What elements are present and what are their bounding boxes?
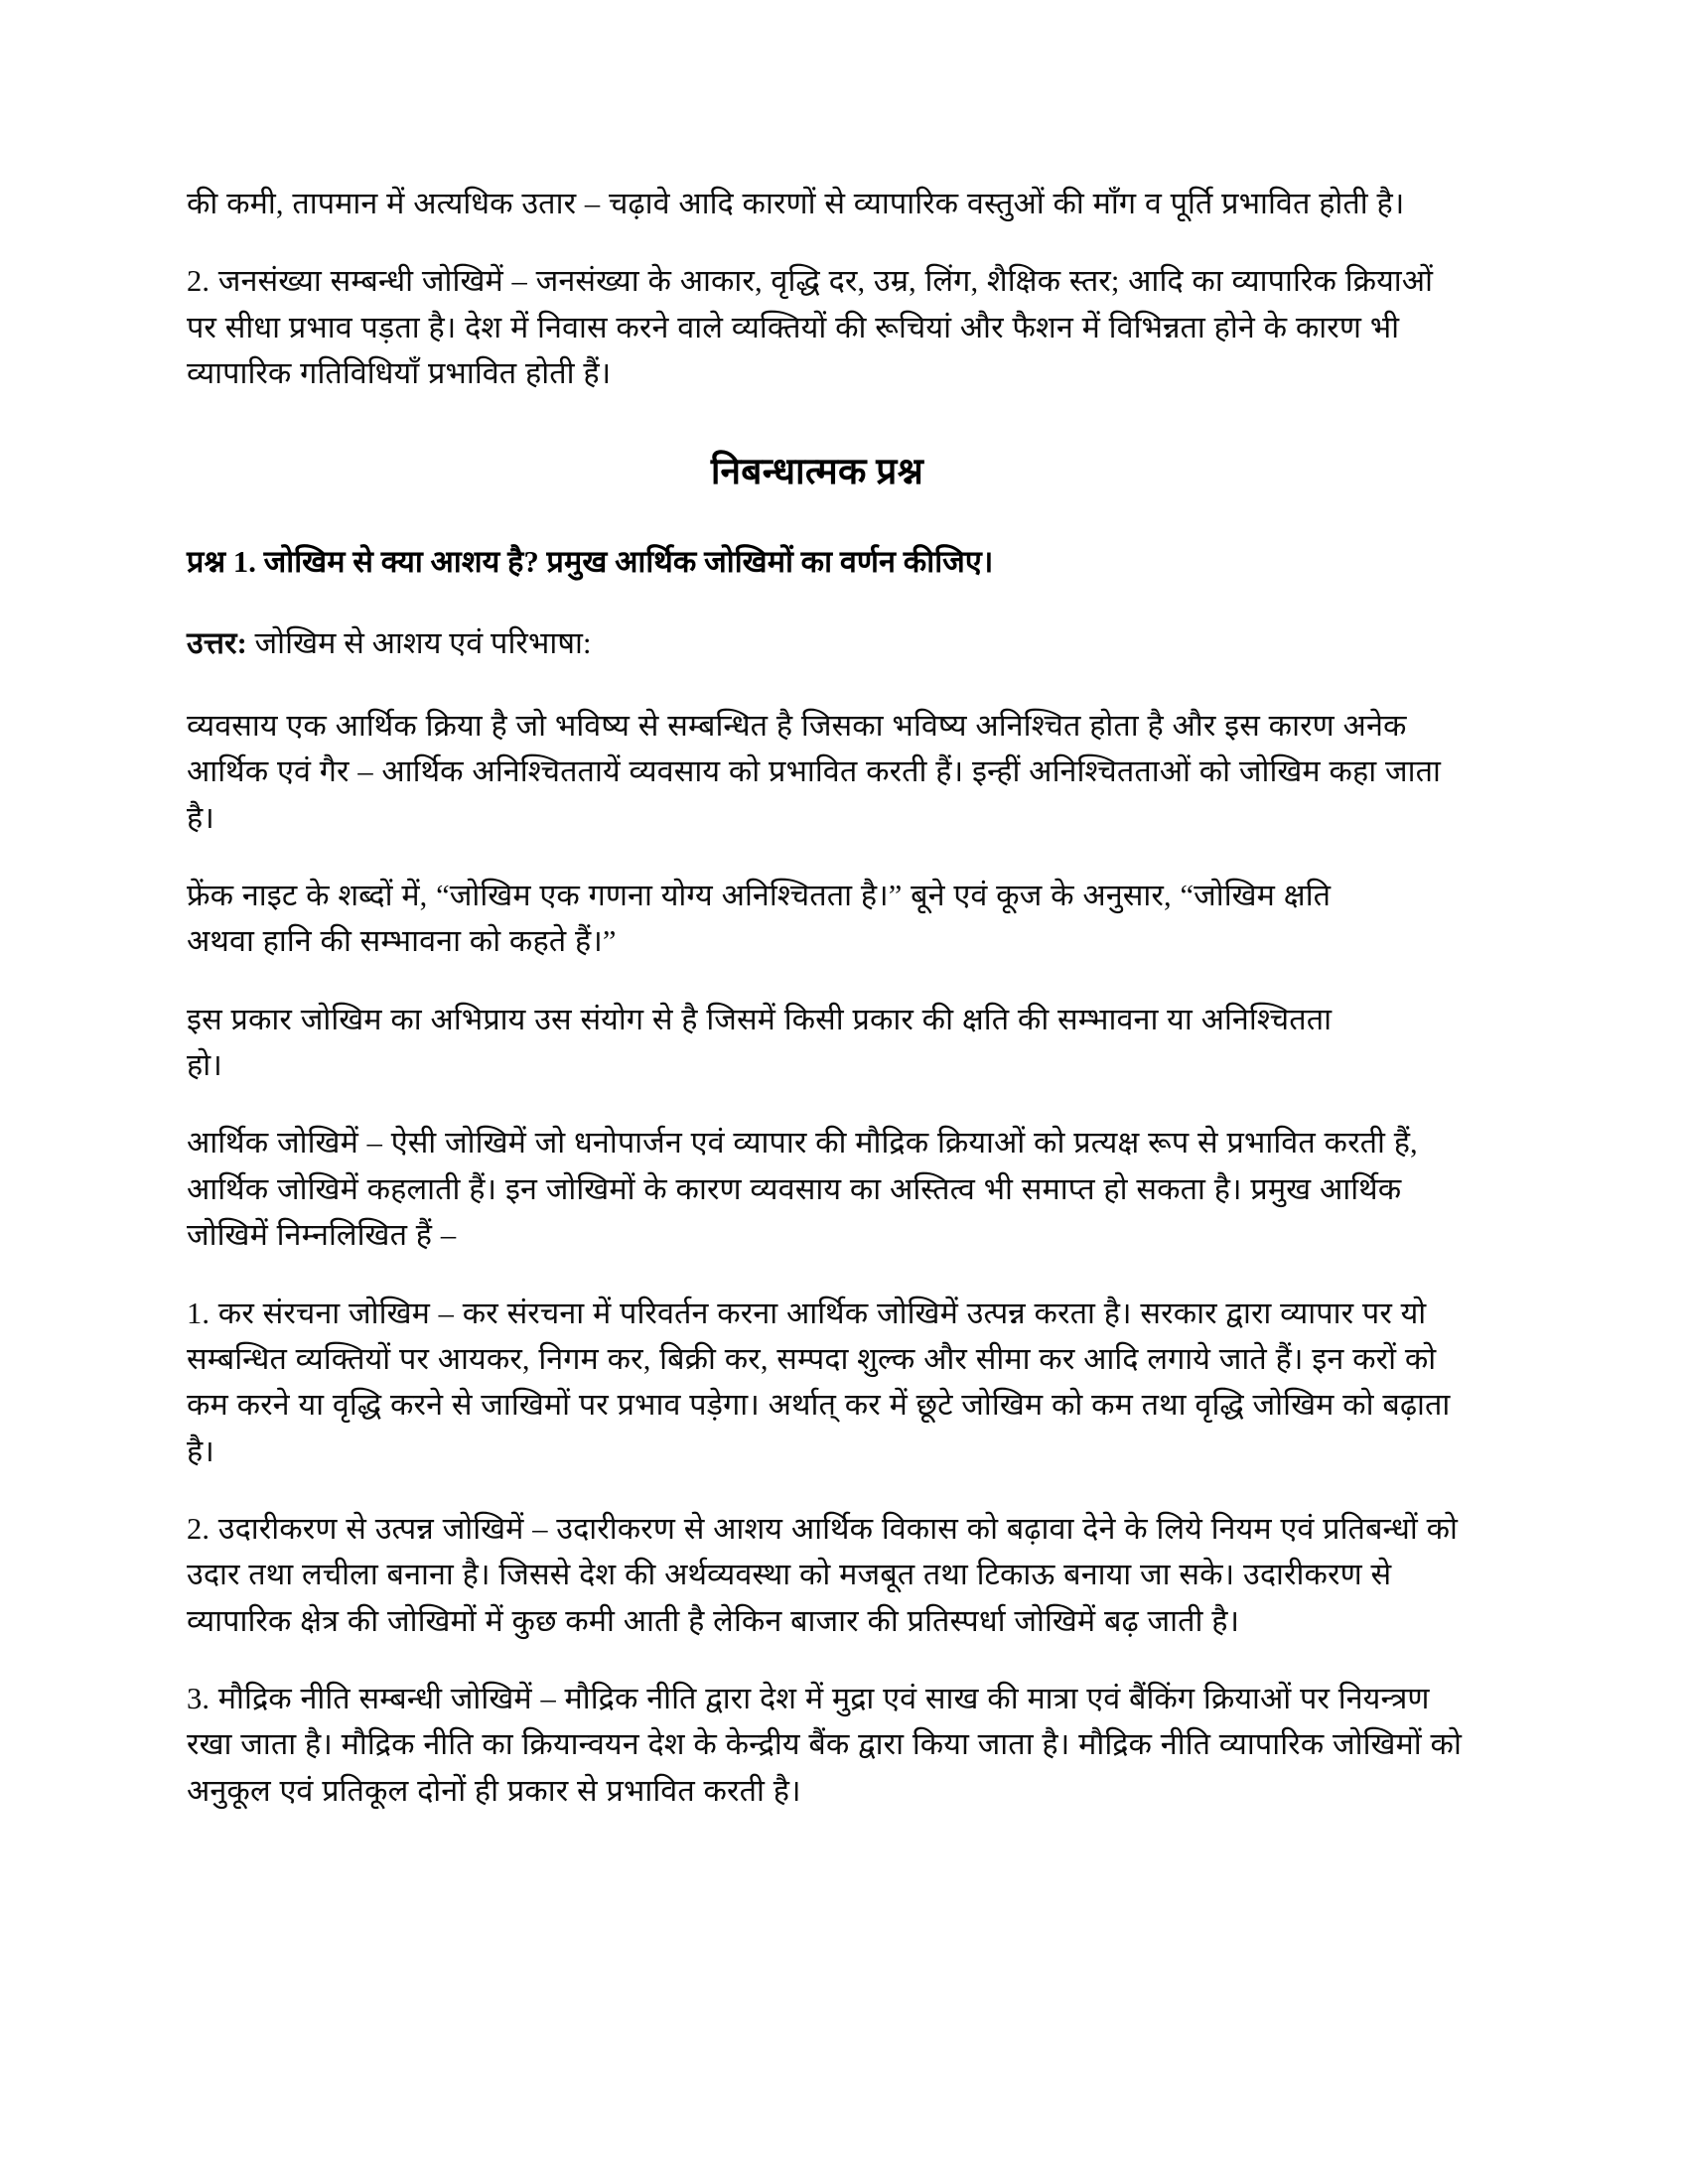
intro-paragraph: की कमी, तापमान में अत्यधिक उतार – चढ़ावे आदि कारणों से व्यापारिक वस्तुओं की माँग व पूर्ति प्रभावित होती है। — [187, 187, 1405, 220]
answer-1-lead — [187, 621, 1448, 667]
risk-item-tax-structure: 1. कर संरचना जोखिम – कर संरचना में परिवर्तन करना आर्थिक जोखिमें उत्पन्न करता है। सरकार द्वारा व्यापार पर यो सम्बन्धित व्यक्तियों पर आयकर, निगम कर, बिक्री कर, सम्पदा शुल्क और सीमा कर आदि लगाये जाते हैं। इन करों को कम करने या वृद्धि करने से जाखिमों पर प्रभाव पड़ेगा। अर्थात् कर में छूटे जोखिम को कम तथा वृद्धि जोखिम को बढ़ाता है। — [187, 1296, 1451, 1468]
question-1-text: प्रश्न 1. जोखिम से क्या आशय है? प्रमुख आर्थिक जोखिमों का वर्णन कीजिए। — [187, 545, 994, 580]
risk-item-monetary-policy: 3. मौद्रिक नीति सम्बन्धी जोखिमें – मौद्रिक नीति द्वारा देश में मुद्रा एवं साख की मात्रा एवं बैंकिंग क्रियाओं पर नियन्त्रण रखा जाता है। मौद्रिक नीति का क्रियान्वयन देश के केन्द्रीय बैंक द्वारा किया जाता है। मौद्रिक नीति व्यापारिक जोखिमों को अनुकूल एवं प्रतिकूल दोनों ही प्रकार से प्रभावित करती है। — [187, 1682, 1462, 1808]
section-heading: निबन्धात्मक प्रश्न — [710, 452, 924, 493]
population-risk-paragraph: 2. जनसंख्या सम्बन्धी जोखिमें – जनसंख्या के आकार, वृद्धि दर, उम्र, लिंग, शैक्षिक स्तर; आदि का व्यापारिक क्रियाओं पर सीधा प्रभाव पड़ता है। देश में निवास करने वाले व्यक्तियों की रूचियां और फैशन में विभिन्नता होने के कारण भी व्यापारिक गतिविधियाँ प्रभावित होती हैं। — [187, 264, 1434, 391]
answer-lead-text: जोखिम से आशय एवं परिभाषा: — [246, 626, 592, 661]
answer-paragraph-summary: इस प्रकार जोखिम का अभिप्राय उस संयोग से है जिसमें किसी प्रकार की क्षति की सम्भावना या अनिश्चितता हो। — [187, 1002, 1333, 1083]
risk-item-liberalization: 2. उदारीकरण से उत्पन्न जोखिमें – उदारीकरण से आशय आर्थिक विकास को बढ़ावा देने के लिये नियम एवं प्रतिबन्धों को उदार तथा लचीला बनाना है। जिससे देश की अर्थव्यवस्था को मजबूत तथा टिकाऊ बनाया जा सके। उदारीकरण से व्यापारिक क्षेत्र की जोखिमों में कुछ कमी आती है लेकिन बाजार की प्रतिस्पर्धा जोखिमें बढ़ जाती है। — [187, 1511, 1458, 1638]
answer-label: उत्तर: — [187, 626, 247, 661]
page-content — [187, 181, 1462, 1845]
answer-paragraph-economic-risks: आर्थिक जोखिमें – ऐसी जोखिमें जो धनोपार्जन एवं व्यापार की मौद्रिक क्रियाओं को प्रत्यक्ष रूप से प्रभावित करती हैं, आर्थिक जोखिमें कहलाती हैं। इन जोखिमों के कारण व्यवसाय का अस्तित्व भी समाप्त हो सकता है। प्रमुख आर्थिक जोखिमें निम्नलिखित हैं – — [187, 1126, 1418, 1253]
answer-paragraph-definition: व्यवसाय एक आर्थिक क्रिया है जो भविष्य से सम्बन्धित है जिसका भविष्य अनिश्चित होता है और इस कारण अनेक आर्थिक एवं गैर – आर्थिक अनिश्चिततायें व्यवसाय को प्रभावित करती हैं। इन्हीं अनिश्चितताओं को जोखिम कहा जाता है। — [187, 708, 1441, 835]
answer-paragraph-quotations: फ्रेंक नाइट के शब्दों में, “जोखिम एक गणना योग्य अनिश्चितता है।” बूने एवं कूज के अनुसार, “जोखिम क्षति अथवा हानि की सम्भावना को कहते हैं।” — [187, 879, 1332, 959]
